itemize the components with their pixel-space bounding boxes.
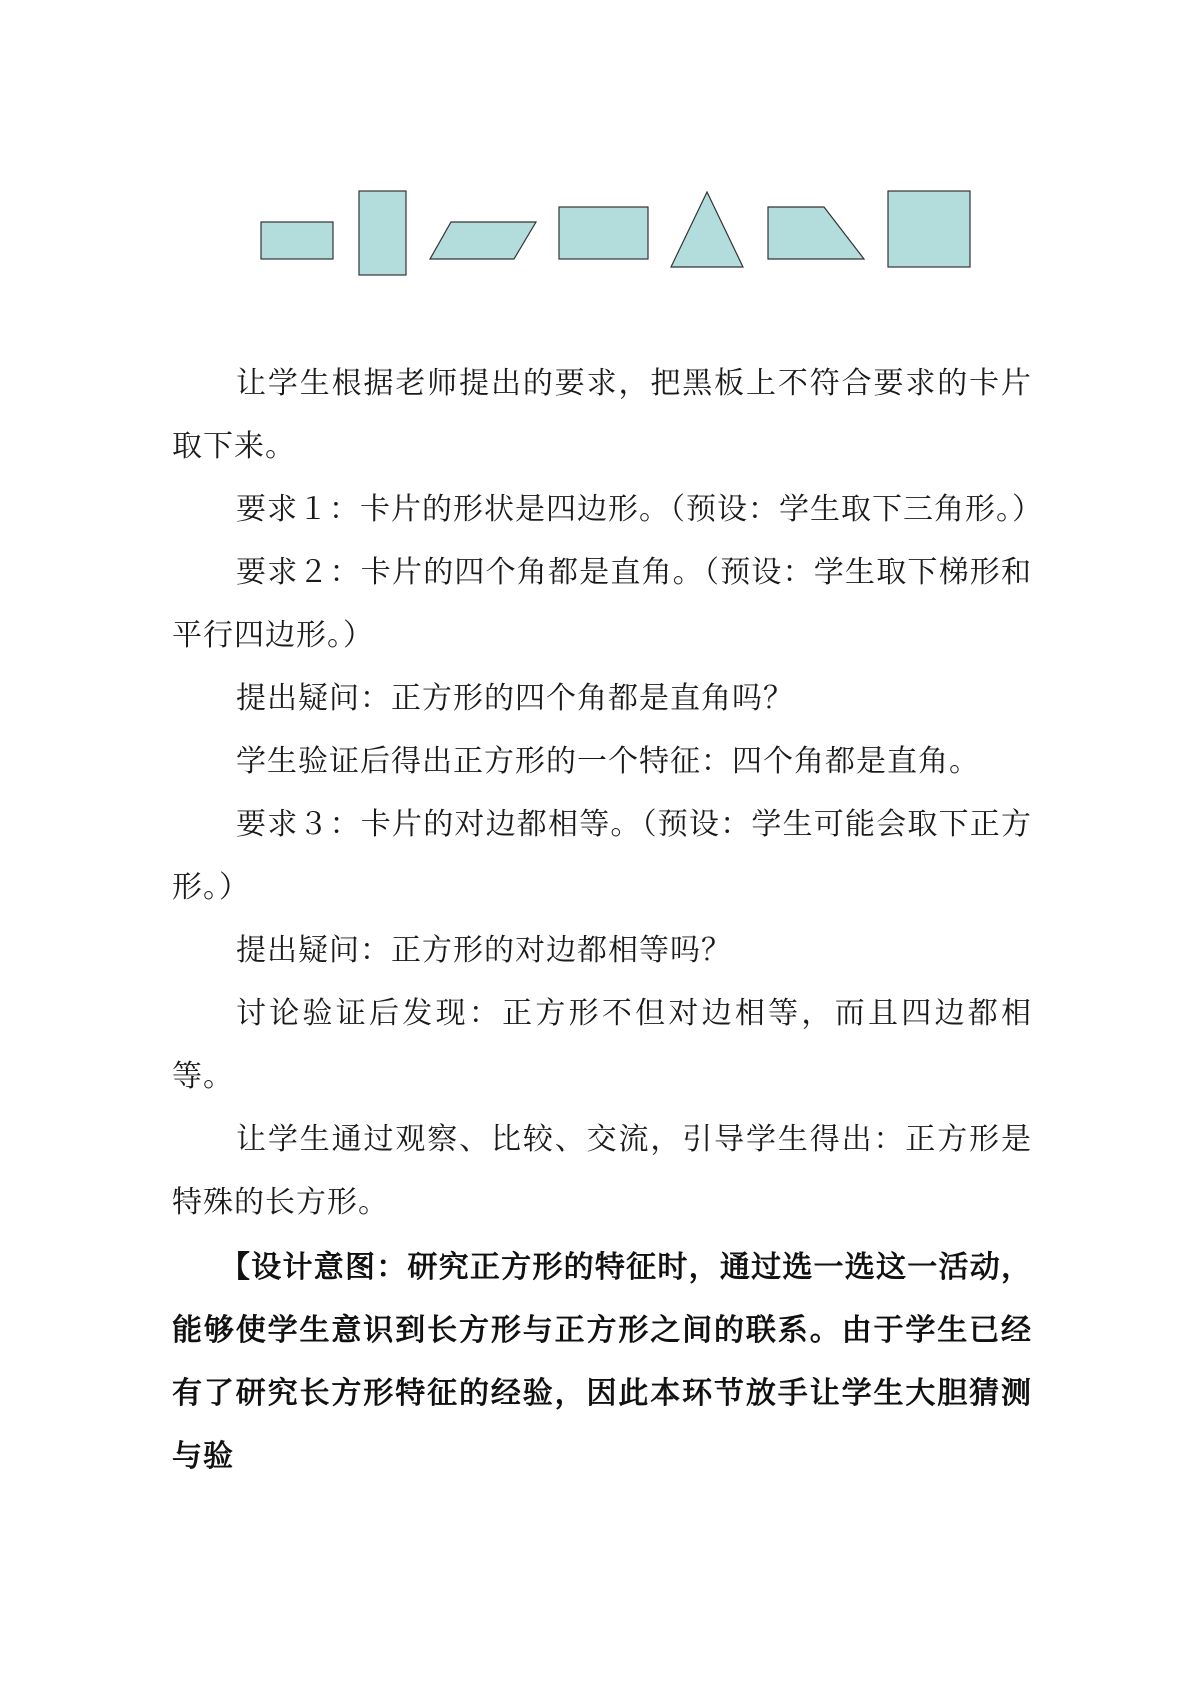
card-trapezoid	[768, 207, 864, 259]
card-parallelogram	[430, 222, 536, 259]
paragraph-discussion: 讨论验证后发现：正方形不但对边相等，而且四边都相等。	[172, 996, 1032, 1094]
paragraph-requirement-1: 要求１：卡片的形状是四边形。（预设：学生取下三角形。）	[236, 492, 1043, 527]
card-vertical-rectangle	[359, 191, 406, 275]
paragraph-question-1: 提出疑问：正方形的四个角都是直角吗？	[236, 681, 794, 716]
card-square	[888, 191, 970, 267]
lesson-text	[172, 352, 1043, 1488]
paragraph-instruction: 让学生根据老师提出的要求，把黑板上不符合要求的卡片取下来。	[172, 366, 1032, 464]
card-horizontal-rectangle-large	[559, 207, 648, 259]
paragraph-verification-1: 学生验证后得出正方形的一个特征：四个角都是直角。	[236, 744, 980, 779]
card-horizontal-rectangle-small	[261, 222, 333, 259]
design-intent-note: 【设计意图：研究正方形的特征时，通过选一选这一活动，能够使学生意识到长方形与正方形之间的联系。由于学生已经有了研究长方形特征的经验，因此本环节放手让学生大胆猜测与验	[172, 1250, 1032, 1474]
paragraph-requirement-3: 要求３：卡片的对边都相等。（预设：学生可能会取下正方形。）	[172, 807, 1032, 905]
paragraph-requirement-2: 要求２：卡片的四个角都是直角。（预设：学生取下梯形和平行四边形。）	[172, 555, 1032, 653]
paragraph-conclusion: 让学生通过观察、比较、交流，引导学生得出：正方形是特殊的长方形。	[172, 1122, 1032, 1220]
card-triangle	[671, 192, 743, 267]
shape-cards-figure	[0, 0, 1191, 300]
paragraph-question-2: 提出疑问：正方形的对边都相等吗？	[236, 933, 732, 968]
